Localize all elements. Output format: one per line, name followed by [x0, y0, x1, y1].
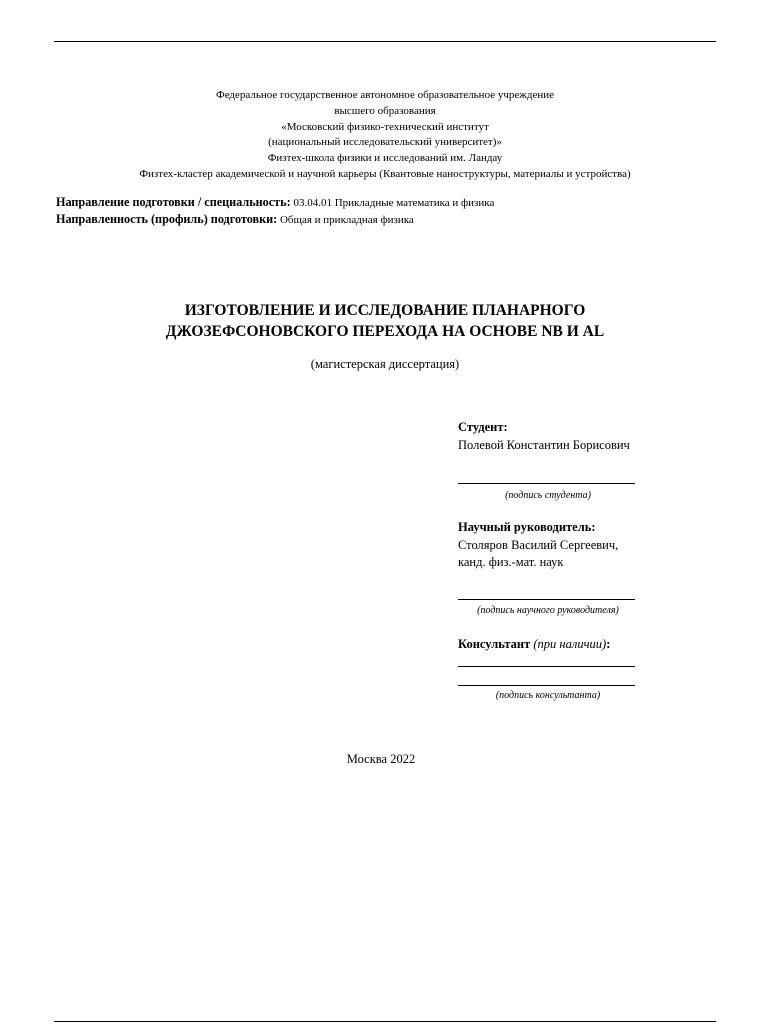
student-label: Студент:: [458, 420, 508, 434]
consultant-signature: [458, 666, 638, 702]
signature-line: [458, 483, 635, 484]
header-line: Физтех-школа физики и исследований им. Ландау: [267, 152, 503, 165]
specialty-label: Направление подготовки / специальность:: [56, 195, 291, 209]
program-info: [56, 195, 494, 228]
title-line-2: ДЖОЗЕФСОНОВСКОГО ПЕРЕХОДА НА ОСНОВЕ NB И AL: [165, 323, 605, 340]
consultant-signature-caption: (подпись консультанта): [495, 690, 601, 701]
supervisor-block: [458, 519, 638, 572]
profile-label: Направленность (профиль) подготовки:: [56, 211, 278, 226]
consultant-line-1: [458, 666, 635, 667]
consultant-label: Консультант: [458, 637, 531, 651]
supervisor-signature-caption: (подпись научного руководителя): [477, 605, 619, 616]
consultant-line-2: [458, 685, 635, 686]
thesis-type: (магистерская диссертация): [310, 357, 460, 371]
signature-line: [458, 599, 635, 600]
header-line: Физтех-кластер академической и научной карьеры (Квантовые наноструктуры, материалы и устройства): [139, 167, 631, 180]
specialty-value: 03.04.01 Прикладные математика и физика: [293, 197, 495, 209]
bottom-rule: [54, 1021, 716, 1022]
thesis-title: [0, 300, 770, 342]
consultant-block: [458, 636, 638, 654]
city-year: Москва 2022: [346, 752, 416, 766]
header-line: (национальный исследовательский университет)»: [268, 136, 502, 149]
student-signature: [458, 483, 638, 502]
student-signature-caption: (подпись студента): [505, 490, 591, 501]
profile-row: [56, 212, 494, 229]
title-line-1: ИЗГОТОВЛЕНИЕ И ИССЛЕДОВАНИЕ ПЛАНАРНОГО: [184, 302, 586, 319]
consultant-note: (при наличии): [533, 637, 607, 651]
consultant-colon: :: [606, 637, 611, 651]
supervisor-degree: канд. физ.-мат. наук: [458, 555, 564, 569]
institution-header: [0, 88, 770, 183]
consultant-heading: [458, 636, 638, 654]
student-name: Полевой Константин Борисович: [458, 437, 630, 452]
supervisor-name: Столяров Василий Сергеевич,: [458, 537, 619, 552]
header-line: Федеральное государственное автономное образовательное учреждение: [216, 89, 554, 101]
top-rule: [54, 41, 716, 42]
supervisor-signature: [458, 599, 638, 617]
header-line: высшего образования: [334, 104, 436, 117]
student-block: [458, 419, 638, 454]
header-line: «Московский физико-технический институт: [281, 120, 489, 133]
specialty-row: [56, 195, 494, 212]
profile-value: Общая и прикладная физика: [279, 213, 414, 226]
supervisor-label: Научный руководитель:: [458, 520, 596, 534]
